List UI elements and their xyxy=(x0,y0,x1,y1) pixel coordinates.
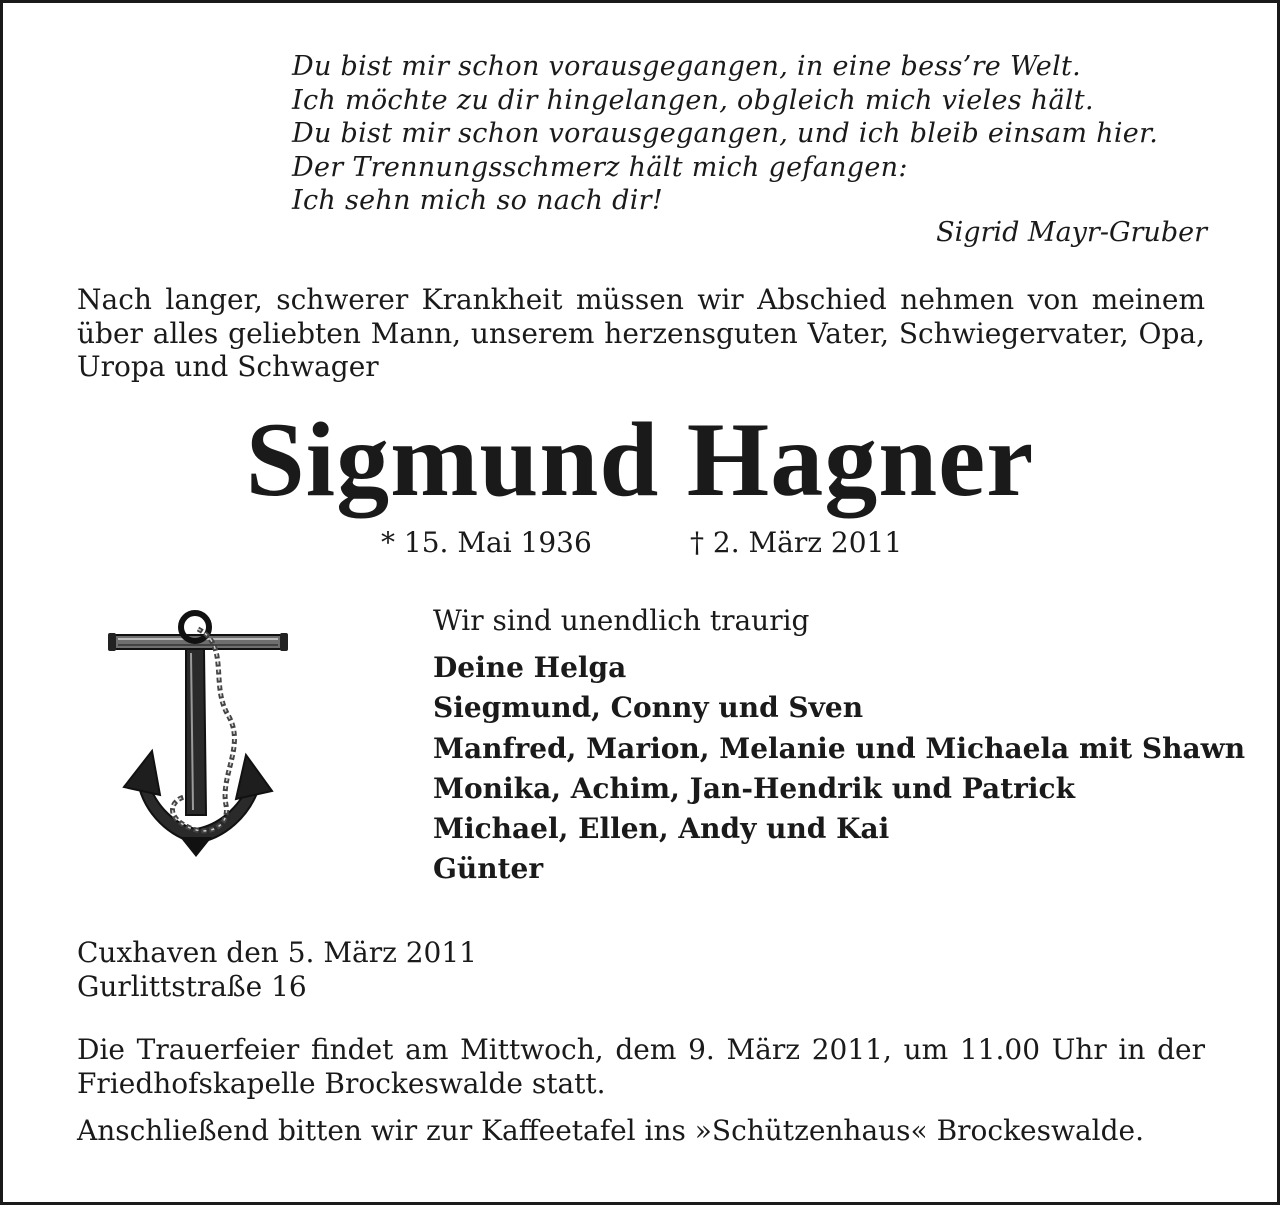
place-block xyxy=(77,936,477,1003)
family-line: Monika, Achim, Jan-Hendrik und Patrick xyxy=(433,771,1075,805)
poem xyxy=(292,50,1207,218)
mourners-intro: Wir sind unendlich traurig xyxy=(433,604,810,637)
family-line: Michael, Ellen, Andy und Kai xyxy=(433,812,890,846)
poem-line: Ich möchte zu dir hingelangen, obgleich mich vieles hält. xyxy=(292,84,1094,116)
family-line: Manfred, Marion, Melanie und Michaela mit Shawn xyxy=(433,731,1246,765)
family-line: Siegmund, Conny und Sven xyxy=(433,691,864,725)
poem-line: Ich sehn mich so nach dir! xyxy=(292,185,664,216)
poem-author: Sigrid Mayr-Gruber xyxy=(936,217,1207,248)
city-date: Cuxhaven den 5. März 2011 xyxy=(77,936,477,969)
family-line: Günter xyxy=(433,852,544,886)
intro-text: Nach langer, schwerer Krankheit müssen wir Abschied nehmen von meinem über alles geliebten Mann, unserem herzensguten Vater, Schwiegervater, Opa, Uropa und Schwager xyxy=(77,283,1205,383)
death-date: † 2. März 2011 xyxy=(690,526,903,559)
poem-line: Du bist mir schon vorausgegangen, und ich bleib einsam hier. xyxy=(292,118,1159,149)
poem-line: Du bist mir schon vorausgegangen, in eine bess’re Welt. xyxy=(292,51,1082,82)
ceremony-text: Die Trauerfeier findet am Mittwoch, dem 9. März 2011, um 11.00 Uhr in der Friedhofskapelle Brockeswalde statt. xyxy=(77,1033,1205,1100)
deceased-name: Sigmund Hagner xyxy=(245,401,1035,518)
family-line: Deine Helga xyxy=(433,651,627,684)
mourners-block xyxy=(433,603,1246,890)
anchor-icon xyxy=(100,605,300,865)
coffee-text: Anschließend bitten wir zur Kaffeetafel ins »Schützenhaus« Brockeswalde. xyxy=(77,1114,1144,1147)
street-address: Gurlittstraße 16 xyxy=(77,969,307,1003)
poem-line: Der Trennungsschmerz hält mich gefangen: xyxy=(292,151,908,183)
birth-date: * 15. Mai 1936 xyxy=(381,526,592,559)
